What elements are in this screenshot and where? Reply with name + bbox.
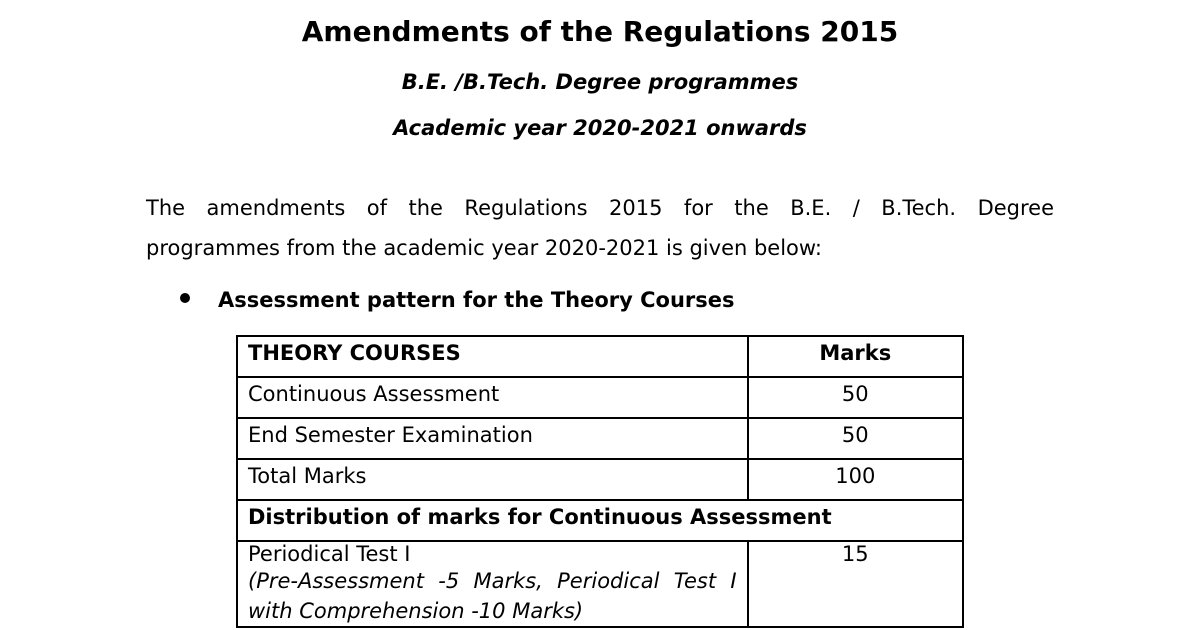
bullet-icon bbox=[180, 293, 190, 303]
document-title: Amendments of the Regulations 2015 bbox=[301, 15, 899, 48]
table-row bbox=[237, 459, 963, 500]
intro-line-2: programmes from the academic year 2020-2021 is given below: bbox=[146, 236, 823, 260]
row-value: 50 bbox=[748, 377, 963, 418]
table-row bbox=[237, 541, 963, 627]
distribution-heading: Distribution of marks for Continuous Assessment bbox=[237, 500, 963, 541]
header-marks: Marks bbox=[748, 336, 963, 377]
assessment-table bbox=[236, 335, 964, 628]
bullet-heading: Assessment pattern for the Theory Courses bbox=[218, 288, 735, 312]
table-header-row bbox=[237, 336, 963, 377]
row-label: Total Marks bbox=[237, 459, 748, 500]
row-value: 50 bbox=[748, 418, 963, 459]
section-heading-row bbox=[237, 500, 963, 541]
periodical-test-note: (Pre-Assessment -5 Marks, Periodical Test I with Comprehension -10 Marks) bbox=[248, 569, 737, 623]
programme-subtitle: B.E. /B.Tech. Degree programmes bbox=[401, 70, 799, 94]
row-label: End Semester Examination bbox=[237, 418, 748, 459]
header-theory-courses: THEORY COURSES bbox=[237, 336, 748, 377]
table-row bbox=[237, 418, 963, 459]
table-row bbox=[237, 377, 963, 418]
periodical-test-cell bbox=[237, 541, 748, 627]
periodical-test-label: Periodical Test I bbox=[248, 542, 411, 566]
intro-line-1: The amendments of the Regulations 2015 for the B.E. / B.Tech. Degree bbox=[146, 196, 1054, 220]
periodical-test-value: 15 bbox=[748, 541, 963, 627]
academic-year-subtitle: Academic year 2020-2021 onwards bbox=[393, 116, 807, 140]
row-label: Continuous Assessment bbox=[237, 377, 748, 418]
row-value: 100 bbox=[748, 459, 963, 500]
intro-paragraph bbox=[146, 188, 1054, 268]
